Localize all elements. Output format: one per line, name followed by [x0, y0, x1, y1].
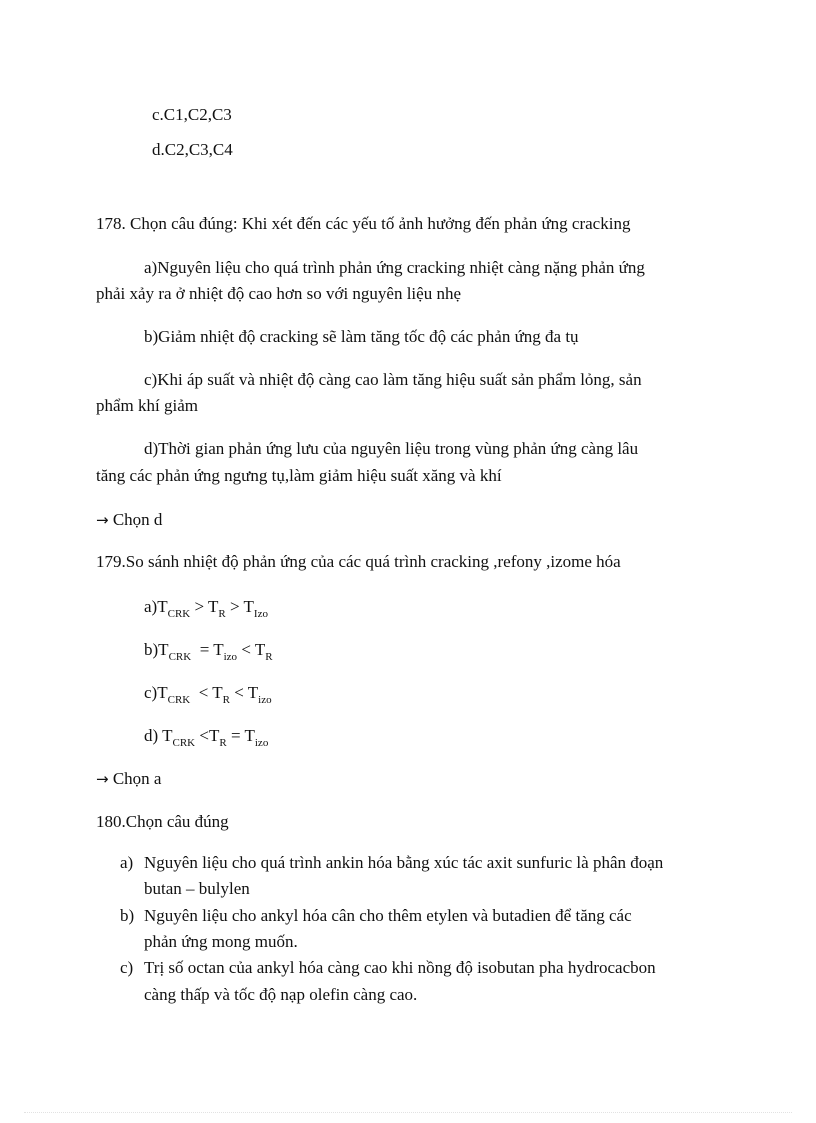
- temp-symbol: T: [212, 683, 223, 702]
- temp-subscript: R: [219, 737, 227, 749]
- temp-subscript: R: [222, 694, 230, 706]
- temp-subscript: R: [218, 608, 226, 620]
- q180-option-b-line2: phản ứng mong muốn.: [144, 932, 298, 951]
- temp-symbol: T: [247, 683, 259, 702]
- temp-symbol: T: [158, 640, 169, 659]
- q179-answer-text: Chọn a: [112, 769, 162, 788]
- operator: =: [191, 640, 214, 659]
- q178-option-a-line2: phải xảy ra ở nhiệt độ cao hơn so với nguyên liệu nhẹ: [96, 284, 461, 303]
- temp-symbol: T: [243, 597, 254, 616]
- q180-option-a-line2: butan – bulylen: [144, 879, 250, 898]
- arrow-right-icon: →: [96, 511, 109, 529]
- q178-option-c-line1: c)Khi áp suất và nhiệt độ càng cao làm tăng hiệu suất sản phẩm lỏng, sản: [144, 370, 642, 389]
- option-label: c): [144, 683, 158, 702]
- q180-option-a-marker: a): [120, 853, 134, 872]
- temp-subscript: Izo: [253, 608, 268, 620]
- temp-symbol: T: [213, 640, 224, 659]
- q180-option-b-marker: b): [120, 906, 135, 925]
- question-179-title: 179.So sánh nhiệt độ phản ứng của các quá trình cracking ,refony ,izome hóa: [96, 552, 621, 571]
- temp-symbol: T: [157, 597, 168, 616]
- operator: >: [225, 597, 244, 616]
- q179-option-a: [144, 596, 268, 620]
- option-d-prev: d.C2,C3,C4: [152, 140, 233, 159]
- temp-symbol: T: [162, 726, 173, 745]
- operator: =: [226, 726, 245, 745]
- temp-subscript: izo: [254, 737, 269, 749]
- q178-option-b: b)Giảm nhiệt độ cracking sẽ làm tăng tốc độ các phản ứng đa tụ: [144, 327, 579, 346]
- q178-answer-text: Chọn d: [112, 510, 163, 529]
- q178-option-c-line2: phẩm khí giảm: [96, 396, 198, 415]
- temp-symbol: T: [254, 640, 266, 659]
- q180-option-c-marker: c): [120, 958, 134, 977]
- option-label: b): [144, 640, 159, 659]
- operator: >: [190, 597, 209, 616]
- temp-subscript: R: [265, 651, 273, 663]
- arrow-right-icon: →: [96, 770, 109, 788]
- question-180-title: 180.Chọn câu đúng: [96, 812, 229, 831]
- temp-symbol: T: [244, 726, 255, 745]
- temp-subscript: izo: [258, 694, 272, 706]
- operator: <: [190, 683, 213, 702]
- q178-option-d-line2: tăng các phản ứng ngưng tụ,làm giảm hiệu suất xăng và khí: [96, 466, 502, 485]
- temp-symbol: T: [208, 597, 219, 616]
- operator: <: [230, 683, 248, 702]
- temp-symbol: T: [157, 683, 168, 702]
- option-label: d): [144, 726, 163, 745]
- operator: <: [195, 726, 209, 745]
- temp-subscript: CRK: [167, 608, 191, 620]
- q179-option-b: [144, 639, 273, 663]
- q178-answer: [96, 509, 162, 531]
- question-178-title: 178. Chọn câu đúng: Khi xét đến các yếu tố ảnh hưởng đến phản ứng cracking: [96, 214, 631, 233]
- q179-answer: [96, 768, 161, 790]
- q178-option-d-line1: d)Thời gian phản ứng lưu của nguyên liệu trong vùng phản ứng càng lâu: [144, 439, 639, 458]
- temp-subscript: CRK: [172, 737, 196, 749]
- temp-subscript: CRK: [168, 651, 192, 663]
- temp-symbol: T: [208, 726, 220, 745]
- q178-option-a-line1: a)Nguyên liệu cho quá trình phản ứng cracking nhiệt càng nặng phản ứng: [144, 258, 645, 277]
- q180-option-a-line1: Nguyên liệu cho quá trình ankin hóa bằng xúc tác axit sunfuric là phân đoạn: [144, 853, 664, 872]
- q179-option-d: [144, 725, 268, 749]
- q180-option-c-line1: Trị số octan của ankyl hóa càng cao khi nồng độ isobutan pha hydrocacbon: [144, 958, 656, 977]
- temp-subscript: izo: [223, 651, 238, 663]
- option-c-prev: c.C1,C2,C3: [152, 105, 232, 124]
- page-bottom-divider: [24, 1112, 792, 1113]
- q179-option-c: [144, 682, 272, 706]
- q180-option-c-line2: càng thấp và tốc độ nạp olefin càng cao.: [144, 985, 418, 1004]
- temp-subscript: CRK: [167, 694, 191, 706]
- option-label: a): [144, 597, 158, 616]
- operator: <: [237, 640, 255, 659]
- q180-option-b-line1: Nguyên liệu cho ankyl hóa cân cho thêm etylen và butadien để tăng các: [144, 906, 632, 925]
